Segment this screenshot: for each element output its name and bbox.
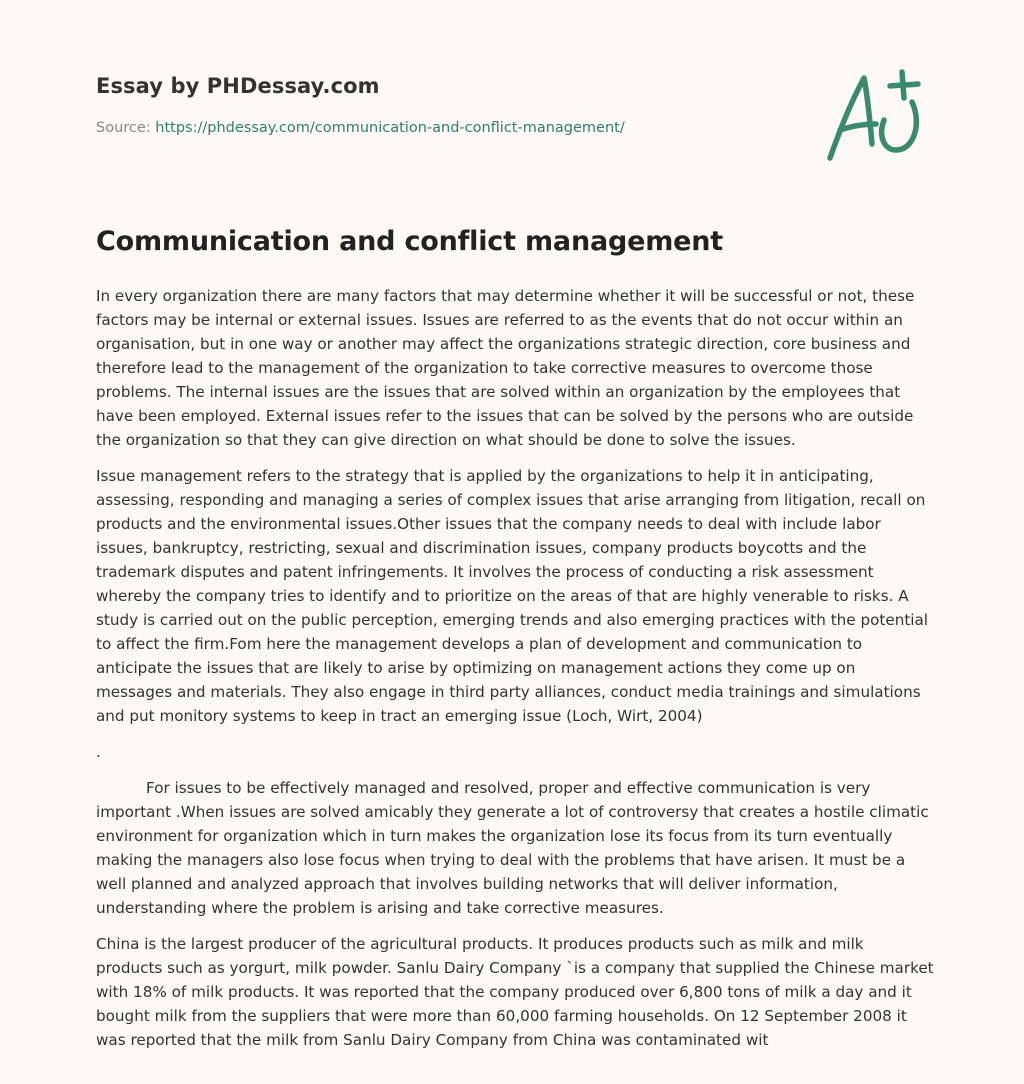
paragraph: China is the largest producer of the agricultural products. It produces products such as milk and milk products such as yorgurt, milk powder. Sanlu Dairy Company `is a company that supplied the Chinese market with 18% of milk products. It was reported that the company produced over 6,800 tons of milk a day and it bought milk from the suppliers that were more than 60,000 farming households. On 12 September 2008 it was reported that the milk from Sanlu Dairy Company from China was contaminated wit <box>96 935 934 1049</box>
source-link[interactable]: https://phdessay.com/communication-and-conflict-management/ <box>155 120 625 136</box>
paragraph: Issue management refers to the strategy that is applied by the organizations to help it in anticipating, assessing, responding and managing a series of complex issues that arise arranging from litigation, recall on products and the environmental issues.Other issues that the company needs to deal with include labor issues, bankruptcy, restricting, sexual and discrimination issues, company products boycotts and the trademark disputes and patent infringements. It involves the process of conducting a risk assessment whereby the company tries to identify and to prioritize on the areas of that are highly venerable to risks. A study is carried out on the public perception, emerging trends and also emerging practices with the potential to affect the firm.Fom here the management develops a plan of development and communication to anticipate the issues that are likely to arise by optimizing on management actions they come up on messages and materials. They also engage in third party alliances, conduct media trainings and simulations and put monitory systems to keep in tract an emerging issue (Loch, Wirt, 2004) <box>96 467 929 725</box>
paragraph: For issues to be effectively managed and resolved, proper and effective communication is very important .When issues are solved amicably they generate a lot of controversy that creates a hostile climatic environment for organization which in turn makes the organization lose its focus from its turn eventually making the managers also lose focus when trying to deal with the problems that have arisen. It must be a well planned and analyzed approach that involves building networks that will deliver information, understanding where the problem is arising and take corrective measures. <box>96 779 929 917</box>
paragraph: . <box>96 743 101 761</box>
a-plus-logo-icon <box>818 64 934 168</box>
page-header <box>96 74 736 136</box>
document-title: Communication and conflict management <box>96 226 724 257</box>
site-title: Essay by PHDessay.com <box>96 74 380 98</box>
essay-body <box>96 284 934 1064</box>
source-label: Source: <box>96 120 156 136</box>
source-line <box>96 120 736 136</box>
paragraph: In every organization there are many factors that may determine whether it will be successful or not, these factors may be internal or external issues. Issues are referred to as the events that do not occur within an organisation, but in one way or another may affect the organizations strategic direction, core business and therefore lead to the management of the organization to take corrective measures to overcome those problems. The internal issues are the issues that are solved within an organization by the employees that have been employed. External issues refer to the issues that can be solved by the persons who are outside the organization so that they can give direction on what should be done to solve the issues. <box>96 287 915 449</box>
